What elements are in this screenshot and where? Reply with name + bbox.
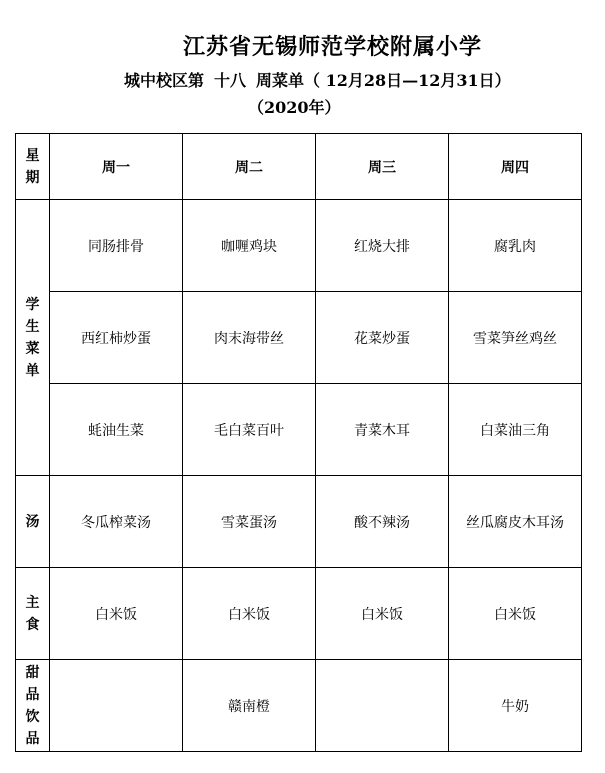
- menu-cell: 酸不辣汤: [316, 476, 449, 568]
- subtitle-week: 十八: [214, 71, 247, 90]
- menu-cell: 白菜油三角: [449, 384, 582, 476]
- day-header-tue: 周二: [183, 134, 316, 200]
- table-row: [16, 292, 582, 384]
- page-title: 江苏省无锡师范学校附属小学: [182, 34, 482, 60]
- menu-cell: 青菜木耳: [316, 384, 449, 476]
- menu-cell: 冬瓜榨菜汤: [50, 476, 183, 568]
- menu-cell: 牛奶: [449, 660, 582, 752]
- menu-cell: 肉末海带丝: [183, 292, 316, 384]
- table-row: [16, 200, 582, 292]
- section-label-staple: 主食: [25, 594, 40, 633]
- menu-cell: 白米饭: [449, 568, 582, 660]
- menu-cell: [50, 660, 183, 752]
- subtitle-date-range: 周菜单（ 12月28日—12月31日）: [256, 71, 511, 90]
- section-label-soup-cell: [16, 476, 50, 568]
- menu-cell: 咖喱鸡块: [183, 200, 316, 292]
- section-label-soup: 汤: [25, 513, 40, 530]
- corner-label-cell: [16, 134, 50, 200]
- menu-cell: 花菜炒蛋: [316, 292, 449, 384]
- table-header-row: [16, 134, 582, 200]
- section-label-staple-cell: [16, 568, 50, 660]
- menu-cell: 西红柿炒蛋: [50, 292, 183, 384]
- menu-cell: 同肠排骨: [50, 200, 183, 292]
- menu-subtitle: [124, 68, 511, 91]
- menu-cell: 白米饭: [316, 568, 449, 660]
- day-header-thu: 周四: [449, 134, 582, 200]
- corner-label: 星期: [25, 147, 40, 186]
- section-label-dishes: 学生菜单: [25, 296, 40, 379]
- menu-cell: 红烧大排: [316, 200, 449, 292]
- menu-cell: 白米饭: [50, 568, 183, 660]
- table-row: [16, 476, 582, 568]
- menu-cell: 毛白菜百叶: [183, 384, 316, 476]
- table-row: [16, 660, 582, 752]
- menu-cell: [316, 660, 449, 752]
- menu-cell: 赣南橙: [183, 660, 316, 752]
- menu-cell: 雪菜笋丝鸡丝: [449, 292, 582, 384]
- menu-year: （2020年）: [248, 98, 341, 117]
- day-header-mon: 周一: [50, 134, 183, 200]
- day-header-wed: 周三: [316, 134, 449, 200]
- menu-cell: 丝瓜腐皮木耳汤: [449, 476, 582, 568]
- subtitle-campus: 城中校区第: [124, 71, 205, 90]
- section-label-dessert: 甜品饮品: [25, 664, 40, 747]
- section-label-dishes-cell: [16, 200, 50, 476]
- table-row: [16, 568, 582, 660]
- weekly-menu-table: [15, 133, 582, 752]
- table-row: [16, 384, 582, 476]
- menu-cell: 蚝油生菜: [50, 384, 183, 476]
- menu-cell: 雪菜蛋汤: [183, 476, 316, 568]
- menu-cell: 白米饭: [183, 568, 316, 660]
- section-label-dessert-cell: [16, 660, 50, 752]
- menu-cell: 腐乳肉: [449, 200, 582, 292]
